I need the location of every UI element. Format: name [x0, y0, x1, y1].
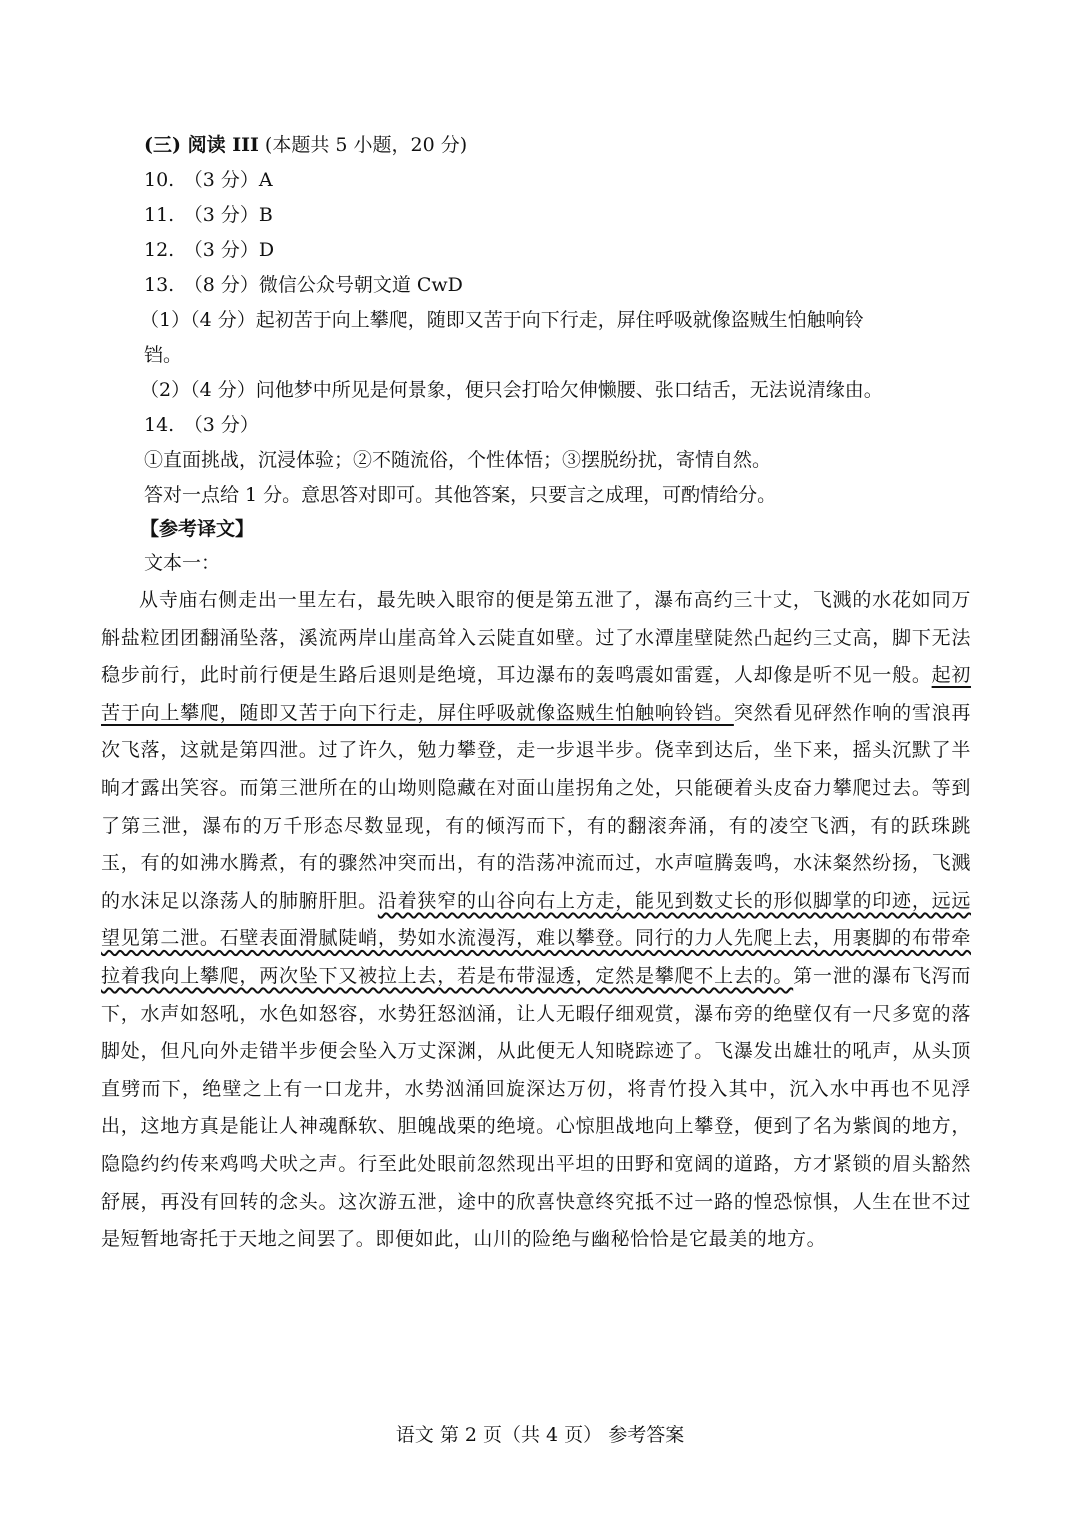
answer-14-points: ①直面挑战，沉浸体验；②不随流俗，个性体悟；③摆脱纷扰，寄情自然。	[144, 449, 772, 471]
translation-subheading: 文本一：	[144, 552, 221, 574]
q13-part2: （2）（4 分）问他梦中所见是何景象，便只会打哈欠伸懒腰、张口结舌，无法说清缘由。	[140, 379, 883, 401]
translation-text-start: 从寺庙右侧走出一里左右，最先映入眼帘的便是第五泄了，瀑布高约三十丈，飞溅的水花如同万斛盐粒团团翻涌坠落，溪流两岸山崖高耸入云陡直如壁。过了水潭崖壁陡然凸起约三丈高，脚下无法稳步前行，此时前行便是生路后退则是绝境，耳边瀑布的轰鸣震如雷霆，人却像是听不见一般。	[101, 589, 971, 687]
translation-paragraph	[101, 582, 971, 1259]
answer-12: 12. （3 分）D	[144, 239, 275, 261]
answer-14-label: 14. （3 分）	[144, 414, 259, 436]
translation-wavy-underlined-passage: 沿着狭窄的山谷向右上方走，能见到数丈长的形似脚掌的印迹，远远望见第二泄。石壁表面滑腻陡峭，势如水流漫泻，难以攀登。同行的力人先爬上去，用裹脚的布带牵拉着我向上攀爬，两次坠下又被拉上去，若是布带湿透，定然是攀爬不上去的。	[101, 889, 971, 987]
answer-10: 10. （3 分）A	[144, 169, 273, 191]
translation-underlined-sentence: 起初苦于向上攀爬，随即又苦于向下行走，屏住呼吸就像盗贼生怕触响铃铛。	[101, 664, 972, 724]
answer-13: 13. （8 分）微信公众号朝文道 CwD	[144, 274, 463, 296]
translation-text-end: 第一泄的瀑布飞泻而下，水声如怒吼，水色如怒容，水势狂怒汹涌，让人无暇仔细观赏，瀑布旁的绝壁仅有一尺多宽的落脚处，但凡向外走错半步便会坠入万丈深渊，从此便无人知晓踪迹了。飞瀑发出雄壮的吼声，从头顶直劈而下，绝壁之上有一口龙井，水势汹涌回旋深达万仞，将青竹投入其中，沉入水中再也不见浮出，这地方真是能让人神魂酥软、胆魄战栗的绝境。心惊胆战地向上攀登，便到了名为紫阆的地方，隐隐约约传来鸡鸣犬吠之声。行至此处眼前忽然现出平坦的田野和宽阔的道路，方才紧锁的眉头豁然舒展，再没有回转的念头。这次游五泄，途中的欣喜快意终究抵不过一路的惶恐惊惧，人生在世不过是短暂地寄托于天地之间罢了。即便如此，山川的险绝与幽秘恰恰是它最美的地方。	[101, 964, 971, 1251]
section-heading-line	[144, 132, 467, 158]
answer-14-scoring: 答对一点给 1 分。意思答对即可。其他答案，只要言之成理，可酌情给分。	[144, 484, 777, 506]
q13-part1-line1: （1）（4 分）起初苦于向上攀爬，随即又苦于向下行走，屏住呼吸就像盗贼生怕触响铃	[140, 309, 864, 331]
translation-heading: 【参考译文】	[140, 518, 255, 540]
section-heading-note: (本题共 5 小题，20 分)	[258, 134, 468, 156]
q13-part1-line2: 铛。	[144, 344, 183, 366]
answer-11: 11. （3 分）B	[144, 204, 273, 226]
translation-text-middle: 突然看见砰然作响的雪浪再次飞落，这就是第四泄。过了许久，勉力攀登，走一步退半步。侥幸到达后，坐下来，摇头沉默了半晌才露出笑容。而第三泄所在的山坳则隐藏在对面山崖拐角之处，只能硬着头皮奋力攀爬过去。等到了第三泄，瀑布的万千形态尽数显现，有的倾泻而下，有的翻滚奔涌，有的凌空飞洒，有的跃珠跳玉，有的如沸水腾煮，有的骤然冲突而出，有的浩荡冲流而过，水声喧腾轰鸣，水沫粲然纷扬，飞溅的水沫足以涤荡人的肺腑肝胆。	[101, 701, 972, 912]
section-heading: (三) 阅读 III	[144, 134, 259, 156]
page-footer: 语文 第 2 页（共 4 页） 参考答案	[395, 1424, 685, 1446]
